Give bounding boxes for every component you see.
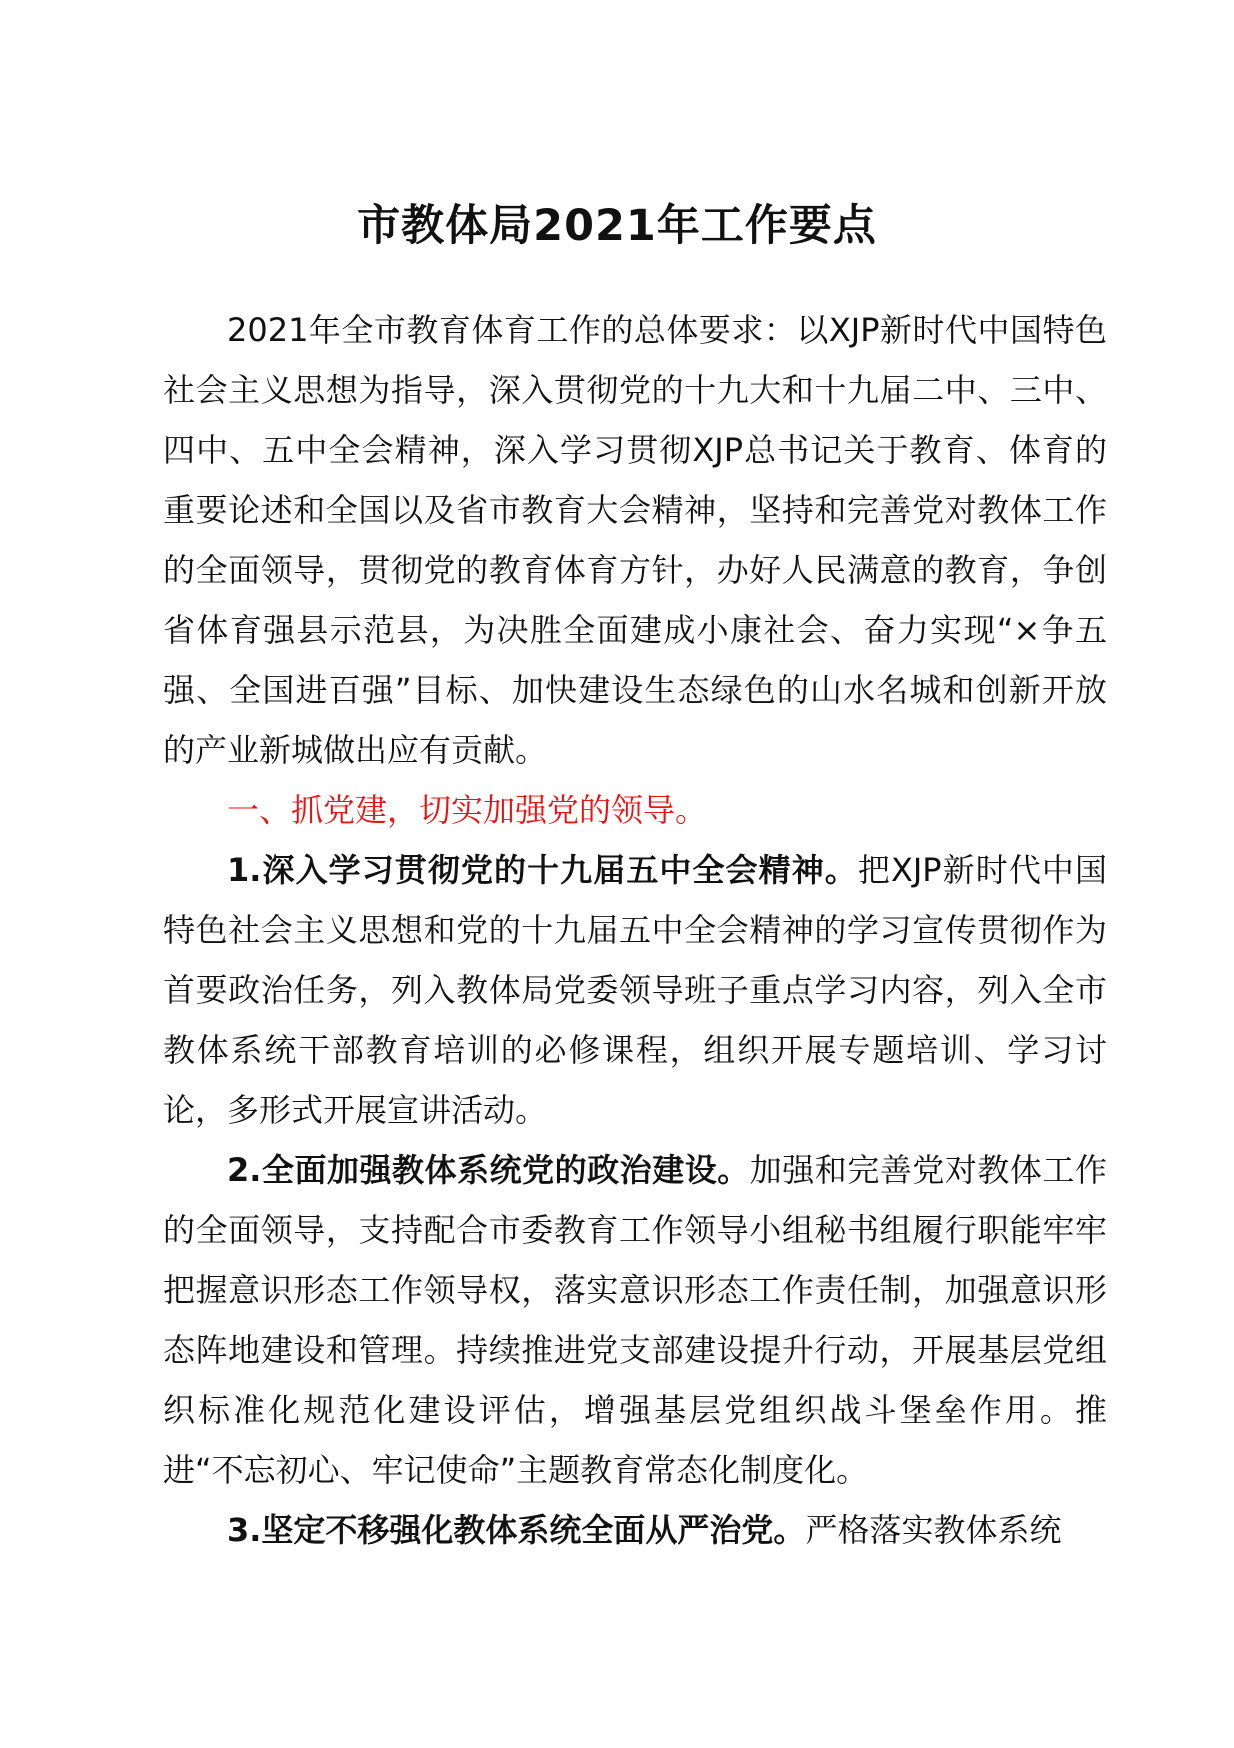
document-title: 市教体局2021年工作要点 [357,201,877,251]
item-title-2: 2.全面加强教体系统党的政治建设。 [227,1151,750,1189]
item-body-2: 加强和完善党对教体工作的全面领导，支持配合市委教育工作领导小组秘书组履行职能牢牢把握意识形态工作领导权，落实意识形态工作责任制，加强意识形态阵地建设和管理。持续推进党支部建设提升行动，开展基层党组织标准化规范化建设评估，增强基层党组织战斗堡垒作用。推进“不忘初心、牢记使命”主题教育常态化制度化。 [163,1151,1107,1489]
section-heading: 一、抓党建，切实加强党的领导。 [227,791,708,829]
item-title-3: 3.坚定不移强化教体系统全面从严治党。 [227,1511,806,1549]
item-paragraph-3 [163,1500,1107,1560]
document-body [163,300,1107,1560]
intro-paragraph: 2021年全市教育体育工作的总体要求：以XJP新时代中国特色社会主义思想为指导，深入贯彻党的十九大和十九届二中、三中、四中、五中全会精神，深入学习贯彻XJP总书记关于教育、体育的重要论述和全国以及省市教育大会精神，坚持和完善党对教体工作的全面领导，贯彻党的教育体育方针，办好人民满意的教育，争创省体育强县示范县，为决胜全面建成小康社会、奋力实现“×争五强、全国进百强”目标、加快建设生态绿色的山水名城和创新开放的产业新城做出应有贡献。 [163,311,1107,769]
item-paragraph-2 [163,1140,1107,1500]
item-paragraph-1 [163,840,1107,1140]
item-body-1: 把XJP新时代中国特色社会主义思想和党的十九届五中全会精神的学习宣传贯彻作为首要政治任务，列入教体局党委领导班子重点学习内容，列入全市教体系统干部教育培训的必修课程，组织开展专题培训、学习讨论，多形式开展宣讲活动。 [163,851,1107,1129]
item-title-1: 1.深入学习贯彻党的十九届五中全会精神。 [227,851,858,889]
item-body-3: 严格落实教体系统 [805,1511,1062,1549]
